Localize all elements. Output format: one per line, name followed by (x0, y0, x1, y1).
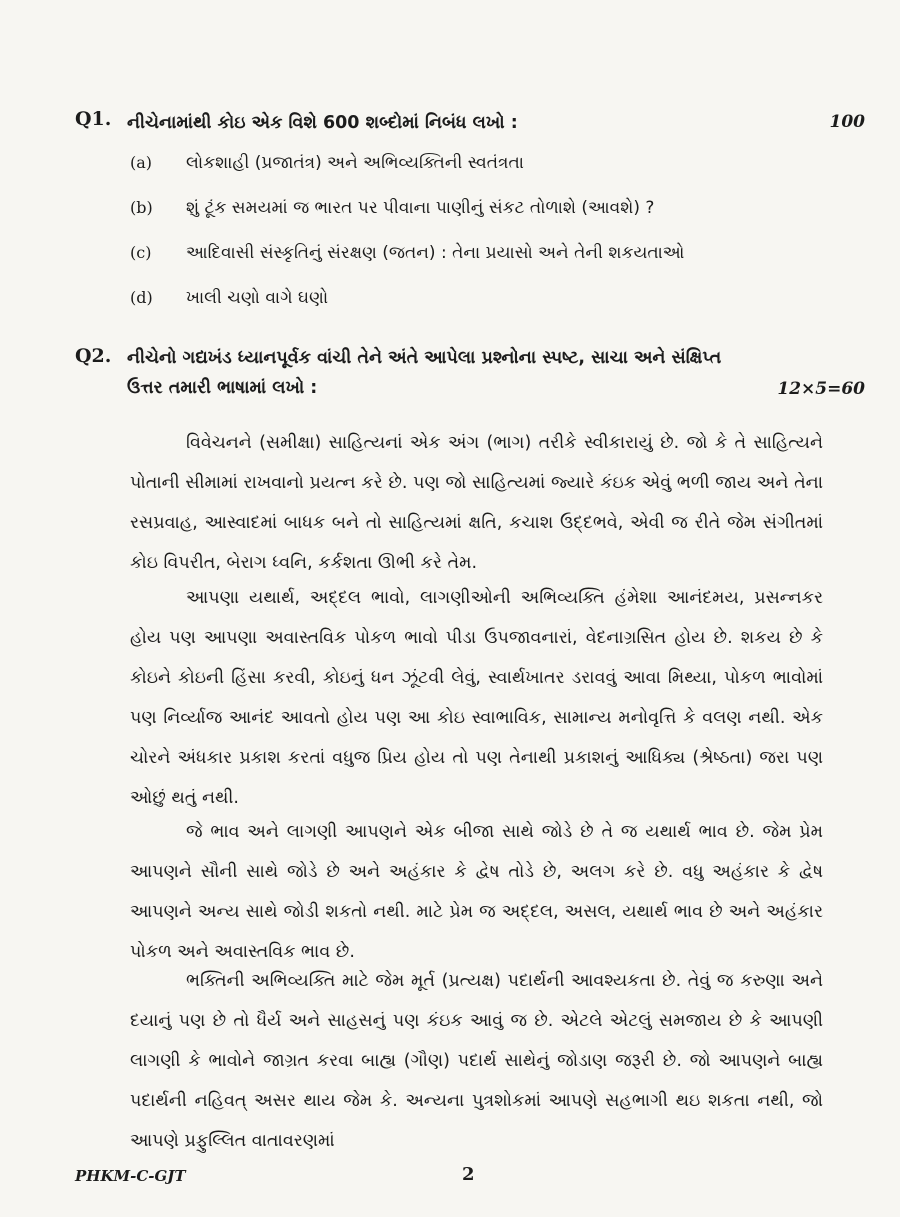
question-1-text: નીચેનામાંથી કોઇ એક વિશે 600 શબ્દોમાં નિબંધ લખો : (127, 113, 518, 133)
question-2-text-line-1: નીચેનો ગદ્યખંડ ધ્યાનપૂર્વક વાંચી તેને અંતે આપેલા પ્રશ્નોના સ્પષ્ટ, સાચા અને સંક્ષિપ્ત (127, 348, 722, 368)
passage-paragraph-3: જે ભાવ અને લાગણી આપણને એક બીજા સાથે જોડે છે તે જ યથાર્થ ભાવ છે. જેમ પ્રેમ આપણને સૌની સાથે જોડે છે અને અહંકાર કે દ્વેષ તોડે છે, અલગ કરે છે. વધુ અહંકાર કે દ્વેષ આપણને અન્ય સાથે જોડી શકતો નથી. માટે પ્રેમ જ અદ્દલ, અસલ, યથાર્થ ભાવ છે અને અહંકાર પોકળ અને અવાસ્તવિક ભાવ છે. (130, 822, 823, 962)
passage-paragraph-4: ભક્તિની અભિવ્યક્તિ માટે જેમ મૂર્ત (પ્રત્યક્ષ) પદાર્થની આવશ્યકતા છે. તેવું જ કરુણા અને દયાનું પણ છે તો ધૈર્ય અને સાહસનું પણ કંઇક આવું જ છે. એટલે એટલું સમજાય છે કે આપણી લાગણી કે ભાવોને જાગ્રત કરવા બાહ્ય (ગૌણ) પદાર્થ સાથેનું જોડાણ જરૂરી છે. જો આપણને બાહ્ય પદાર્થની નહિવત્ અસર થાય જેમ કે. અન્યના પુત્રશોકમાં આપણે સહભાગી થઇ શકતા નથી, જો આપણે પ્રફુલ્લિત વાતાવરણમાં (130, 971, 823, 1151)
option-a-text: લોકશાહી (પ્રજાતંત્ર) અને અભિવ્યક્તિની સ્વતંત્રતા (186, 153, 524, 173)
option-d (130, 288, 328, 308)
paper-code: PHKM-C-GJT (75, 1167, 186, 1185)
option-a-label: (a) (130, 153, 153, 172)
question-2-text-line-2: ઉત્તર તમારી ભાષામાં લખો : (127, 378, 318, 398)
option-c-label: (c) (130, 243, 152, 262)
page-number: 2 (462, 1164, 475, 1185)
option-c (130, 243, 684, 263)
option-b-label: (b) (130, 198, 153, 217)
question-1-number: Q1. (75, 108, 112, 130)
option-b (130, 198, 654, 218)
option-d-text: ખાલી ચણો વાગે ઘણો (186, 288, 329, 308)
question-2 (75, 343, 865, 409)
option-d-label: (d) (130, 288, 153, 307)
question-1 (75, 108, 865, 138)
question-1-marks: 100 (829, 112, 865, 132)
option-a (130, 153, 524, 173)
question-2-number: Q2. (75, 345, 112, 367)
question-2-text (127, 343, 865, 403)
question-2-marks: 12×5=60 (777, 379, 865, 399)
option-b-text: શું ટૂંક સમયમાં જ ભારત પર પીવાના પાણીનું સંકટ તોળાશે (આવશે) ? (186, 198, 655, 218)
option-c-text: આદિવાસી સંસ્કૃતિનું સંરક્ષણ (જતન) : તેના પ્રયાસો અને તેની શકયતાઓ (186, 243, 685, 263)
passage-paragraph-2: આપણા યથાર્થ, અદ્દલ ભાવો, લાગણીઓની અભિવ્યક્તિ હંમેશા આનંદમય, પ્રસન્નકર હોય પણ આપણા અવાસ્તવિક પોકળ ભાવો પીડા ઉપજાવનારાં, વેદનાગ્રસિત હોય છે. શકય છે કે કોઇને કોઇની હિંસા કરવી, કોઇનું ધન ઝૂંટવી લેવું, સ્વાર્થખાતર ડરાવવું આવા મિથ્યા, પોકળ ભાવોમાં પણ નિર્વ્યાજ આનંદ આવતો હોય પણ આ કોઇ સ્વાભાવિક, સામાન્ય મનોવૃત્તિ કે વલણ નથી. એક ચોરને અંધકાર પ્રકાશ કરતાં વધુજ પ્રિય હોય તો પણ તેનાથી પ્રકાશનું આધિક્ય (શ્રેષ્ઠતા) જરા પણ ઓછું થતું નથી. (130, 588, 823, 808)
passage-paragraph-1: વિવેચનને (સમીક્ષા) સાહિત્યનાં એક અંગ (ભાગ) તરીકે સ્વીકારાયું છે. જો કે તે સાહિત્યને પોતાની સીમામાં રાખવાનો પ્રયત્ન કરે છે. પણ જો સાહિત્યમાં જ્યારે કંઇક એવું ભળી જાય અને તેના રસપ્રવાહ, આસ્વાદમાં બાધક બને તો સાહિત્યમાં ક્ષતિ, કચાશ ઉદ્દભવે, એવી જ રીતે જેમ સંગીતમાં કોઇ વિપરીત, બેરાગ ધ્વનિ, કર્કશતા ઊભી કરે તેમ. (130, 433, 823, 573)
